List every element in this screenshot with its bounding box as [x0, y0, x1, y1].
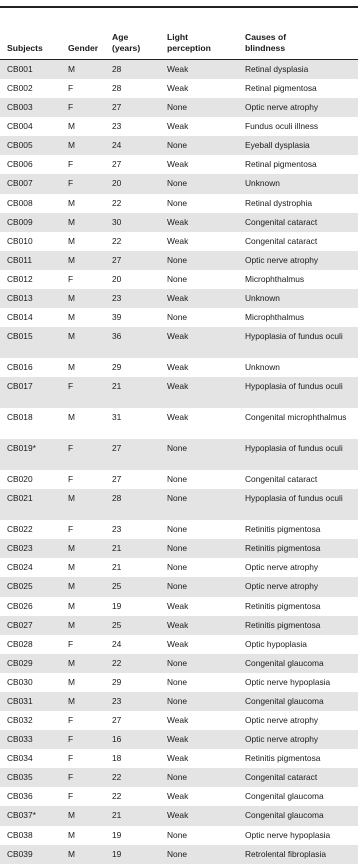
header-gender: Gender — [68, 43, 99, 53]
cell-light-perception: None — [167, 140, 188, 151]
cell-gender: M — [68, 412, 75, 423]
cell-light-perception: Weak — [167, 381, 189, 392]
cell-subject: CB015 — [7, 331, 33, 342]
cell-cause: Congenital cataract — [245, 235, 318, 246]
table-row — [0, 408, 358, 439]
cell-subject: CB027 — [7, 619, 33, 630]
cell-light-perception: Weak — [167, 331, 189, 342]
cell-cause: Microphthalmus — [245, 312, 305, 323]
cell-subject: CB032 — [7, 715, 33, 726]
cell-gender: F — [68, 524, 74, 535]
cell-age: 31 — [112, 412, 122, 423]
cell-subject: CB006 — [7, 159, 33, 170]
cell-gender: M — [68, 600, 75, 611]
table-row — [0, 673, 358, 692]
cell-age: 23 — [112, 524, 122, 535]
cell-light-perception: Weak — [167, 753, 189, 764]
cell-light-perception: None — [167, 772, 188, 783]
table-row — [0, 787, 358, 806]
cell-cause: Retinitis pigmentosa — [245, 619, 321, 630]
cell-gender: M — [68, 121, 75, 132]
table-header — [0, 23, 358, 60]
cell-cause: Unknown — [245, 362, 280, 373]
table-row — [0, 60, 358, 79]
cell-subject: CB033 — [7, 734, 33, 745]
cell-light-perception: Weak — [167, 121, 189, 132]
cell-subject: CB038 — [7, 829, 33, 840]
cell-light-perception: None — [167, 178, 188, 189]
cell-gender: M — [68, 312, 75, 323]
table-row — [0, 520, 358, 539]
table-row — [0, 155, 358, 174]
table-row — [0, 635, 358, 654]
cell-subject: CB030 — [7, 676, 33, 687]
cell-age: 27 — [112, 474, 122, 485]
cell-light-perception: None — [167, 829, 188, 840]
cell-age: 19 — [112, 848, 122, 859]
cell-gender: F — [68, 715, 74, 726]
cell-cause: Congenital microphthalmus — [245, 412, 347, 423]
cell-light-perception: Weak — [167, 235, 189, 246]
cell-age: 21 — [112, 810, 122, 821]
cell-light-perception: Weak — [167, 292, 189, 303]
cell-subject: CB007 — [7, 178, 33, 189]
table-row — [0, 654, 358, 673]
cell-cause: Unknown — [245, 292, 280, 303]
cell-subject: CB012 — [7, 273, 33, 284]
cell-age: 22 — [112, 791, 122, 802]
cell-subject: CB028 — [7, 638, 33, 649]
cell-gender: M — [68, 657, 75, 668]
table-row — [0, 616, 358, 635]
cell-light-perception: Weak — [167, 412, 189, 423]
cell-light-perception: None — [167, 848, 188, 859]
cell-cause: Retinitis pigmentosa — [245, 543, 321, 554]
cell-cause: Optic nerve atrophy — [245, 562, 319, 573]
cell-cause: Retinal pigmentosa — [245, 83, 317, 94]
cell-light-perception: None — [167, 493, 188, 504]
cell-age: 29 — [112, 676, 122, 687]
cell-subject: CB037* — [7, 810, 36, 821]
table-row — [0, 826, 358, 845]
table-row — [0, 308, 358, 327]
table-row — [0, 117, 358, 136]
cell-age: 18 — [112, 753, 122, 764]
cell-age: 21 — [112, 562, 122, 573]
table-row — [0, 327, 358, 358]
cell-cause: Congenital cataract — [245, 474, 318, 485]
cell-subject: CB004 — [7, 121, 33, 132]
cell-light-perception: Weak — [167, 619, 189, 630]
cell-gender: F — [68, 83, 74, 94]
cell-cause: Hypoplasia of fundus oculi — [245, 493, 343, 504]
cell-age: 23 — [112, 695, 122, 706]
cell-light-perception: Weak — [167, 64, 189, 74]
cell-cause: Optic nerve atrophy — [245, 581, 319, 592]
cell-age: 19 — [112, 600, 122, 611]
table-row — [0, 174, 358, 193]
cell-cause: Retrolental fibroplasia — [245, 848, 327, 859]
cell-light-perception: Weak — [167, 159, 189, 170]
cell-light-perception: None — [167, 273, 188, 284]
cell-gender: F — [68, 753, 74, 764]
cell-age: 27 — [112, 159, 122, 170]
cell-cause: Optic nerve hypoplasia — [245, 829, 331, 840]
cell-light-perception: Weak — [167, 83, 189, 94]
cell-light-perception: None — [167, 695, 188, 706]
cell-gender: M — [68, 562, 75, 573]
cell-age: 39 — [112, 312, 122, 323]
cell-light-perception: None — [167, 657, 188, 668]
table-row — [0, 232, 358, 251]
cell-subject: CB029 — [7, 657, 33, 668]
cell-age: 36 — [112, 331, 122, 342]
table-row — [0, 358, 358, 377]
cell-gender: M — [68, 619, 75, 630]
cell-gender: M — [68, 254, 75, 265]
cell-age: 21 — [112, 381, 122, 392]
cell-light-perception: None — [167, 524, 188, 535]
cell-age: 22 — [112, 772, 122, 783]
cell-cause: Congenital cataract — [245, 772, 318, 783]
cell-age: 27 — [112, 254, 122, 265]
cell-subject: CB005 — [7, 140, 33, 151]
cell-cause: Unknown — [245, 178, 280, 189]
table-row — [0, 136, 358, 155]
cell-age: 29 — [112, 362, 122, 373]
cell-cause: Congenital glaucoma — [245, 657, 324, 668]
cell-cause: Retinal dystrophia — [245, 197, 313, 208]
cell-subject: CB036 — [7, 791, 33, 802]
cell-light-perception: Weak — [167, 638, 189, 649]
cell-gender: M — [68, 810, 75, 821]
cell-subject: CB025 — [7, 581, 33, 592]
cell-subject: CB008 — [7, 197, 33, 208]
table-row — [0, 577, 358, 596]
cell-cause: Hypoplasia of fundus oculi — [245, 443, 343, 454]
cell-light-perception: None — [167, 443, 188, 454]
cell-subject: CB034 — [7, 753, 33, 764]
table-top-rule — [0, 6, 358, 8]
cell-age: 25 — [112, 581, 122, 592]
cell-light-perception: None — [167, 254, 188, 265]
cell-cause: Congenital glaucoma — [245, 810, 324, 821]
cell-age: 28 — [112, 83, 122, 94]
cell-gender: M — [68, 331, 75, 342]
cell-gender: M — [68, 235, 75, 246]
cell-subject: CB017 — [7, 381, 33, 392]
cell-gender: F — [68, 273, 74, 284]
header-causes-of-blindness: Causes of blindness — [245, 32, 287, 53]
cell-subject: CB011 — [7, 254, 32, 265]
table-row — [0, 213, 358, 232]
cell-gender: M — [68, 829, 75, 840]
cell-gender: M — [68, 848, 75, 859]
cell-light-perception: Weak — [167, 791, 189, 802]
cell-age: 24 — [112, 140, 122, 151]
cell-cause: Congenital glaucoma — [245, 695, 324, 706]
cell-cause: Retinal dysplasia — [245, 64, 309, 74]
cell-gender: F — [68, 102, 74, 113]
cell-gender: F — [68, 791, 74, 802]
cell-light-perception: Weak — [167, 362, 189, 373]
header-age: Age (years) — [112, 32, 141, 53]
cell-cause: Optic nerve atrophy — [245, 102, 319, 113]
table-row — [0, 692, 358, 711]
cell-age: 19 — [112, 829, 122, 840]
cell-age: 23 — [112, 292, 122, 303]
table-row — [0, 768, 358, 787]
cell-gender: F — [68, 474, 74, 485]
cell-subject: CB002 — [7, 83, 33, 94]
table-body — [0, 60, 358, 864]
cell-gender: F — [68, 734, 74, 745]
cell-cause: Retinal pigmentosa — [245, 159, 317, 170]
cell-subject: CB003 — [7, 102, 33, 113]
cell-cause: Optic nerve atrophy — [245, 254, 319, 265]
cell-light-perception: Weak — [167, 810, 189, 821]
cell-age: 22 — [112, 197, 122, 208]
cell-cause: Congenital cataract — [245, 216, 318, 227]
cell-cause: Fundus oculi illness — [245, 121, 319, 132]
cell-cause: Congenital glaucoma — [245, 791, 324, 802]
table-row — [0, 539, 358, 558]
cell-subject: CB001 — [7, 64, 33, 74]
cell-cause: Optic hypoplasia — [245, 638, 307, 649]
cell-age: 28 — [112, 64, 122, 74]
table-row — [0, 194, 358, 213]
cell-age: 27 — [112, 715, 122, 726]
cell-subject: CB039 — [7, 848, 33, 859]
cell-cause: Retinitis pigmentosa — [245, 524, 321, 535]
cell-subject: CB035 — [7, 772, 33, 783]
cell-age: 20 — [112, 178, 122, 189]
cell-gender: M — [68, 493, 75, 504]
cell-age: 27 — [112, 443, 122, 454]
header-light-perception: Light perception — [167, 32, 211, 53]
cell-light-perception: Weak — [167, 216, 189, 227]
table-row — [0, 489, 358, 520]
cell-age: 20 — [112, 273, 122, 284]
table-row — [0, 98, 358, 117]
cell-gender: M — [68, 197, 75, 208]
cell-subject: CB020 — [7, 474, 33, 485]
cell-age: 22 — [112, 657, 122, 668]
cell-subject: CB031 — [7, 695, 33, 706]
cell-gender: F — [68, 443, 74, 454]
cell-cause: Optic nerve atrophy — [245, 734, 319, 745]
cell-subject: CB010 — [7, 235, 33, 246]
cell-subject: CB024 — [7, 562, 33, 573]
cell-subject: CB018 — [7, 412, 33, 423]
table-row — [0, 806, 358, 825]
cell-gender: M — [68, 695, 75, 706]
table-row — [0, 711, 358, 730]
cell-light-perception: None — [167, 312, 188, 323]
cell-light-perception: None — [167, 543, 188, 554]
cell-age: 30 — [112, 216, 122, 227]
table-row — [0, 470, 358, 489]
cell-gender: F — [68, 381, 74, 392]
cell-cause: Retinitis pigmentosa — [245, 600, 321, 611]
table-row — [0, 730, 358, 749]
cell-subject: CB009 — [7, 216, 33, 227]
cell-light-perception: None — [167, 197, 188, 208]
cell-age: 23 — [112, 121, 122, 132]
cell-gender: F — [68, 638, 74, 649]
cell-age: 16 — [112, 734, 122, 745]
cell-light-perception: None — [167, 102, 188, 113]
cell-age: 28 — [112, 493, 122, 504]
cell-age: 27 — [112, 102, 122, 113]
cell-gender: M — [68, 216, 75, 227]
table-row — [0, 439, 358, 470]
cell-subject: CB022 — [7, 524, 33, 535]
cell-subject: CB023 — [7, 543, 33, 554]
table-row — [0, 597, 358, 616]
cell-light-perception: None — [167, 676, 188, 687]
cell-gender: M — [68, 292, 75, 303]
cell-gender: F — [68, 772, 74, 783]
cell-gender: M — [68, 543, 75, 554]
table-row — [0, 79, 358, 98]
header-subjects: Subjects — [7, 43, 43, 53]
cell-gender: M — [68, 362, 75, 373]
cell-subject: CB021 — [7, 493, 33, 504]
cell-subject: CB026 — [7, 600, 33, 611]
cell-gender: F — [68, 159, 74, 170]
cell-gender: M — [68, 676, 75, 687]
cell-gender: M — [68, 581, 75, 592]
cell-subject: CB014 — [7, 312, 33, 323]
cell-gender: M — [68, 140, 75, 151]
cell-age: 22 — [112, 235, 122, 246]
table-row — [0, 558, 358, 577]
cell-cause: Retinitis pigmentosa — [245, 753, 321, 764]
cell-gender: M — [68, 64, 75, 74]
cell-cause: Hypoplasia of fundus oculi — [245, 381, 343, 392]
cell-gender: F — [68, 178, 74, 189]
cell-age: 21 — [112, 543, 122, 554]
cell-light-perception: Weak — [167, 734, 189, 745]
table-row — [0, 749, 358, 768]
cell-light-perception: None — [167, 581, 188, 592]
table-row — [0, 845, 358, 864]
cell-subject: CB013 — [7, 292, 33, 303]
table-row — [0, 270, 358, 289]
cell-subject: CB019* — [7, 443, 36, 454]
cell-cause: Hypoplasia of fundus oculi — [245, 331, 343, 342]
table-row — [0, 377, 358, 408]
table-row — [0, 251, 358, 270]
cell-cause: Microphthalmus — [245, 273, 305, 284]
cell-light-perception: Weak — [167, 715, 189, 726]
cell-cause: Optic nerve hypoplasia — [245, 676, 331, 687]
table-row — [0, 289, 358, 308]
cell-light-perception: None — [167, 474, 188, 485]
cell-subject: CB016 — [7, 362, 33, 373]
cell-age: 25 — [112, 619, 122, 630]
cell-light-perception: Weak — [167, 600, 189, 611]
cell-cause: Optic nerve atrophy — [245, 715, 319, 726]
cell-age: 24 — [112, 638, 122, 649]
cell-cause: Eyeball dysplasia — [245, 140, 310, 151]
cell-light-perception: None — [167, 562, 188, 573]
